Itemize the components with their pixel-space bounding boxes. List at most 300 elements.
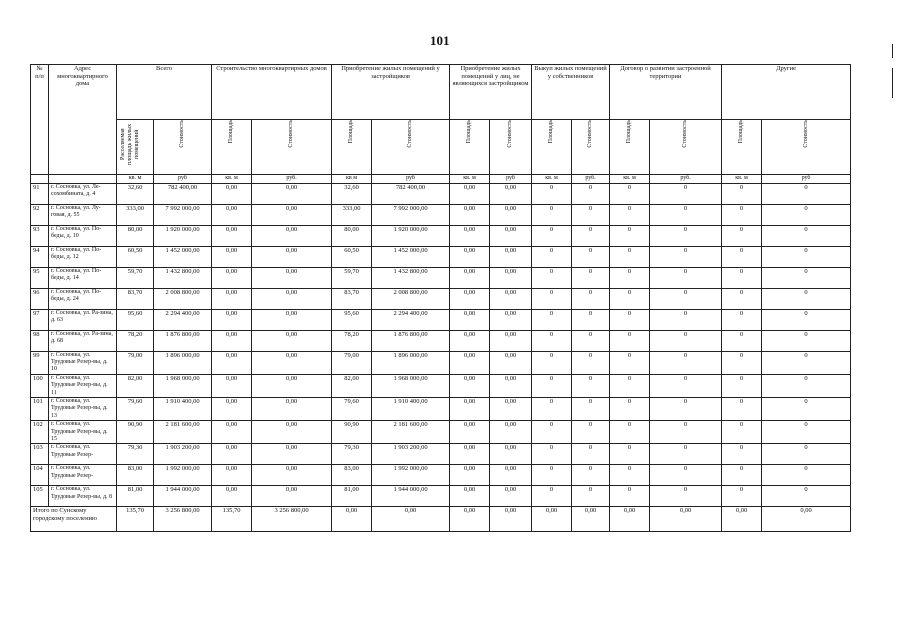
table-row [31,351,851,374]
row-value-cell: 0 [722,421,762,444]
row-number: 98 [31,330,49,351]
row-address: г. Сосновка, ул. Трудовые Резер- [49,444,117,465]
row-value-cell: 79,60 [117,398,154,421]
row-value-cell: 0 [650,398,722,421]
row-value-cell: 0,00 [450,204,490,225]
row-value-cell: 0 [762,351,851,374]
row-number: 97 [31,309,49,330]
row-value-cell: 0 [610,309,650,330]
row-value-cell: 782 400,00 [372,183,450,204]
row-value-cell: 0 [572,288,610,309]
row-value-cell: 0,00 [490,288,532,309]
row-value-cell: 1 944 000,00 [154,486,212,507]
row-value-cell: 59,70 [332,267,372,288]
row-value-cell: 1 920 000,00 [372,225,450,246]
row-value-cell: 0 [762,465,851,486]
header-group-buyout: Выкуп жилых помещений у собственников [532,65,610,120]
subheader-cost: Стоимость [650,120,722,175]
row-value-cell: 0 [722,351,762,374]
row-value-cell: 0,00 [490,444,532,465]
row-value-cell: 0,00 [450,465,490,486]
row-value-cell: 0,00 [252,309,332,330]
total-cell: 0,00 [372,507,450,532]
row-value-cell: 0 [762,374,851,397]
row-number: 92 [31,204,49,225]
row-address: г. Сосновка, ул. Трудовые Резер-вы, д. 15 [49,421,117,444]
row-value-cell: 95,60 [332,309,372,330]
row-value-cell: 0 [572,225,610,246]
row-value-cell: 0 [532,225,572,246]
total-cell: 3 256 800,00 [252,507,332,532]
row-value-cell: 82,00 [332,374,372,397]
total-cell: 0,00 [572,507,610,532]
row-value-cell: 79,30 [332,444,372,465]
unit-cell: руб. [252,175,332,184]
row-value-cell: 0 [762,309,851,330]
table-row [31,330,851,351]
total-cell: 135,70 [117,507,154,532]
row-number: 91 [31,183,49,204]
row-value-cell: 0 [650,183,722,204]
row-value-cell: 0 [722,246,762,267]
row-value-cell: 0 [532,374,572,397]
row-value-cell: 0,00 [252,421,332,444]
row-value-cell: 2 181 600,00 [154,421,212,444]
unit-cell: кв. м [610,175,650,184]
row-value-cell: 0 [762,288,851,309]
row-number: 99 [31,351,49,374]
table-row [31,204,851,225]
row-address: г. Сосновка, ул. Трудовые Резер-вы, д. 13 [49,398,117,421]
row-value-cell: 0 [610,398,650,421]
row-value-cell: 0 [650,465,722,486]
row-number: 103 [31,444,49,465]
row-value-cell: 0,00 [490,330,532,351]
row-value-cell: 0 [532,444,572,465]
row-value-cell: 0 [762,444,851,465]
header-group-total: Всего [117,65,212,120]
unit-cell: кв. м [722,175,762,184]
row-value-cell: 1 896 000,00 [154,351,212,374]
row-value-cell: 0,00 [252,444,332,465]
total-cell: 0,00 [332,507,372,532]
subheader-cost: Стоимость [372,120,450,175]
row-value-cell: 79,60 [332,398,372,421]
row-value-cell: 0 [532,398,572,421]
row-value-cell: 79,00 [332,351,372,374]
row-value-cell: 0 [650,351,722,374]
table-row [31,267,851,288]
subheader-area: Площадь [212,120,252,175]
row-value-cell: 0 [572,183,610,204]
row-value-cell: 0,00 [252,246,332,267]
row-value-cell: 0 [722,444,762,465]
row-value-cell: 0,00 [490,465,532,486]
subheader-cost: Стоимость [252,120,332,175]
total-cell: 0,00 [610,507,650,532]
row-value-cell: 0 [762,183,851,204]
row-value-cell: 0 [572,330,610,351]
row-value-cell: 2 008 800,00 [372,288,450,309]
subheader-area: Площадь [450,120,490,175]
row-value-cell: 782 400,00 [154,183,212,204]
row-value-cell: 2 008 800,00 [154,288,212,309]
row-value-cell: 0 [650,204,722,225]
row-value-cell: 0 [532,351,572,374]
row-value-cell: 0 [762,330,851,351]
row-value-cell: 0,00 [450,330,490,351]
row-value-cell: 0,00 [212,330,252,351]
row-value-cell: 81,00 [117,486,154,507]
row-value-cell: 0 [572,398,610,421]
unit-cell: кв. м [450,175,490,184]
unit-cell: руб. [572,175,610,184]
unit-cell: кв м [332,175,372,184]
row-value-cell: 0 [722,486,762,507]
unit-cell: кв. м [212,175,252,184]
row-value-cell: 0 [650,330,722,351]
row-value-cell: 0 [532,486,572,507]
row-address: г. Сосновка, ул. Лу-говая, д. 55 [49,204,117,225]
row-value-cell: 95,60 [117,309,154,330]
total-cell: 0,00 [450,507,490,532]
row-value-cell: 83,70 [117,288,154,309]
subheader-cost: Стоимость [490,120,532,175]
row-value-cell: 0 [610,183,650,204]
row-value-cell: 0 [610,330,650,351]
row-value-cell: 0 [532,465,572,486]
row-value-cell: 1 992 000,00 [154,465,212,486]
row-value-cell: 0,00 [212,267,252,288]
row-value-cell: 80,00 [332,225,372,246]
row-value-cell: 0,00 [450,267,490,288]
row-value-cell: 79,00 [117,351,154,374]
row-value-cell: 0 [610,267,650,288]
table-row [31,465,851,486]
row-value-cell: 0,00 [450,486,490,507]
row-value-cell: 0,00 [252,351,332,374]
row-value-cell: 0 [650,288,722,309]
row-number: 93 [31,225,49,246]
row-value-cell: 0,00 [252,486,332,507]
row-value-cell: 0 [762,398,851,421]
row-value-cell: 0 [532,309,572,330]
total-row [31,507,851,532]
row-value-cell: 0 [532,183,572,204]
row-value-cell: 0 [610,351,650,374]
row-value-cell: 1 903 200,00 [154,444,212,465]
scan-edge-mark [892,68,893,98]
row-address: г. Сосновка, ул. Трудовые Резер-вы, д. 10 [49,351,117,374]
unit-cell: руб. [650,175,722,184]
row-address: г. Сосновка, ул. По-беды, д. 12 [49,246,117,267]
row-value-cell: 0,00 [212,183,252,204]
row-value-cell: 7 992 000,00 [154,204,212,225]
row-value-cell: 1 452 000,00 [154,246,212,267]
total-cell: 0,00 [532,507,572,532]
row-value-cell: 0 [572,204,610,225]
row-value-cell: 0,00 [450,351,490,374]
row-value-cell: 0,00 [252,374,332,397]
table-body [31,183,851,507]
table-row [31,421,851,444]
row-value-cell: 0 [572,444,610,465]
row-number: 102 [31,421,49,444]
row-value-cell: 0,00 [450,225,490,246]
page-number: 101 [430,33,450,48]
row-value-cell: 83,00 [332,465,372,486]
row-value-cell: 0 [650,444,722,465]
row-value-cell: 1 920 000,00 [154,225,212,246]
row-value-cell: 0 [650,267,722,288]
row-value-cell: 0 [572,309,610,330]
row-value-cell: 0 [610,374,650,397]
header-group-purchase-developers: Приобретение жилых помещений у застройщиков [332,65,450,120]
table-row [31,246,851,267]
header-group-other: Другие [722,65,851,120]
row-value-cell: 81,00 [332,486,372,507]
row-value-cell: 0 [610,444,650,465]
row-value-cell: 0 [610,225,650,246]
row-value-cell: 0,00 [490,374,532,397]
row-value-cell: 0,00 [450,398,490,421]
row-value-cell: 0 [532,246,572,267]
row-value-cell: 0 [532,288,572,309]
row-value-cell: 2 294 400,00 [154,309,212,330]
row-value-cell: 0 [762,225,851,246]
unit-cell: руб [372,175,450,184]
row-address: г. Сосновка, ул. Ра-зина, д. 68 [49,330,117,351]
row-value-cell: 0,00 [450,309,490,330]
row-value-cell: 32,60 [117,183,154,204]
row-value-cell: 0 [572,465,610,486]
row-number: 96 [31,288,49,309]
row-value-cell: 0 [722,183,762,204]
row-value-cell: 0,00 [252,465,332,486]
total-cell: 3 256 800,00 [154,507,212,532]
row-value-cell: 2 294 400,00 [372,309,450,330]
row-value-cell: 0 [722,465,762,486]
row-value-cell: 0 [532,330,572,351]
row-value-cell: 0 [610,288,650,309]
row-value-cell: 0,00 [450,374,490,397]
row-number: 104 [31,465,49,486]
total-cell: 0,00 [722,507,762,532]
row-value-cell: 0 [572,246,610,267]
subheader-resettled-area: Расселяемая площадь жилых помещений [117,120,154,175]
row-value-cell: 1 992 000,00 [372,465,450,486]
row-value-cell: 0,00 [212,288,252,309]
row-value-cell: 83,70 [332,288,372,309]
row-value-cell: 0,00 [212,486,252,507]
subheader-cost: Стоимость [572,120,610,175]
row-value-cell: 78,20 [332,330,372,351]
table-row [31,374,851,397]
row-value-cell: 0,00 [252,267,332,288]
row-value-cell: 83,00 [117,465,154,486]
subheader-area: Площадь [532,120,572,175]
scan-edge-mark [892,44,893,58]
row-value-cell: 0 [572,267,610,288]
row-value-cell: 60,50 [117,246,154,267]
row-value-cell: 1 432 800,00 [154,267,212,288]
row-value-cell: 0,00 [490,309,532,330]
row-value-cell: 79,30 [117,444,154,465]
header-group-development-agreement: Договор о развитии застроенной территории [610,65,722,120]
unit-cell: руб [490,175,532,184]
row-value-cell: 0 [722,288,762,309]
row-address: г. Сосновка, ул. Трудовые Резер-вы, д. 8 [49,486,117,507]
table-row [31,183,851,204]
row-value-cell: 0 [722,309,762,330]
row-value-cell: 0,00 [490,204,532,225]
row-number: 94 [31,246,49,267]
row-address: г. Сосновка, ул. По-беды, д. 10 [49,225,117,246]
row-value-cell: 0 [722,398,762,421]
row-value-cell: 0,00 [252,398,332,421]
table-row [31,486,851,507]
table-row [31,225,851,246]
row-address: г. Сосновка, ул. Ра-зина, д. 63 [49,309,117,330]
row-value-cell: 1 910 400,00 [154,398,212,421]
total-cell: 135,70 [212,507,252,532]
row-value-cell: 0,00 [490,486,532,507]
table-row [31,309,851,330]
header-group-construction: Строительство многоквартирных домов [212,65,332,120]
row-value-cell: 1 968 000,00 [154,374,212,397]
row-value-cell: 78,20 [117,330,154,351]
row-value-cell: 0 [650,374,722,397]
row-value-cell: 0,00 [490,421,532,444]
row-value-cell: 0 [762,246,851,267]
total-cell: 0,00 [650,507,722,532]
row-value-cell: 1 896 000,00 [372,351,450,374]
row-value-cell: 0 [610,246,650,267]
row-value-cell: 0,00 [212,204,252,225]
row-value-cell: 0,00 [252,330,332,351]
subheader-area: Площадь [332,120,372,175]
row-value-cell: 0,00 [490,183,532,204]
resettlement-table [30,64,851,532]
table-row [31,444,851,465]
row-value-cell: 0 [572,421,610,444]
row-value-cell: 0,00 [212,309,252,330]
header-address: Адрес многоквартирного дома [49,65,117,175]
row-value-cell: 82,00 [117,374,154,397]
row-value-cell: 0,00 [490,398,532,421]
subheader-cost: Стоимость [762,120,851,175]
row-value-cell: 1 910 400,00 [372,398,450,421]
units-row [31,175,851,184]
row-value-cell: 0 [532,204,572,225]
row-value-cell: 0,00 [252,204,332,225]
subheader-cost: Стоимость [154,120,212,175]
total-cell: 0,00 [762,507,851,532]
row-value-cell: 0,00 [252,225,332,246]
row-value-cell: 0,00 [212,351,252,374]
table-row [31,288,851,309]
row-value-cell: 0 [610,465,650,486]
subheader-area: Площадь [610,120,650,175]
row-value-cell: 0 [722,204,762,225]
row-value-cell: 0,00 [490,351,532,374]
row-value-cell: 0 [762,421,851,444]
unit-cell: кв. м [117,175,154,184]
row-value-cell: 0 [650,486,722,507]
row-number: 105 [31,486,49,507]
row-address: г. Сосновка, ул. Трудовые Резер-вы, д. 11 [49,374,117,397]
row-value-cell: 7 992 000,00 [372,204,450,225]
row-value-cell: 1 452 000,00 [372,246,450,267]
row-value-cell: 0 [650,309,722,330]
row-value-cell: 60,50 [332,246,372,267]
row-value-cell: 0 [572,374,610,397]
row-value-cell: 0,00 [490,267,532,288]
row-address: г. Сосновка, ул. По-беды, д. 24 [49,288,117,309]
row-value-cell: 59,70 [117,267,154,288]
row-value-cell: 1 903 200,00 [372,444,450,465]
row-value-cell: 0,00 [212,444,252,465]
unit-cell: кв. м [532,175,572,184]
row-value-cell: 0 [762,204,851,225]
row-value-cell: 1 432 800,00 [372,267,450,288]
row-value-cell: 0,00 [490,246,532,267]
row-value-cell: 0 [610,486,650,507]
total-label: Итого по Сунскому городскому поселению [31,507,117,532]
row-value-cell: 0 [722,374,762,397]
unit-cell: руб [762,175,851,184]
row-value-cell: 1 944 000,00 [372,486,450,507]
row-number: 101 [31,398,49,421]
row-value-cell: 1 968 000,00 [372,374,450,397]
unit-cell: руб [154,175,212,184]
total-cell: 0,00 [490,507,532,532]
row-value-cell: 0 [610,204,650,225]
row-value-cell: 0 [610,421,650,444]
row-value-cell: 32,60 [332,183,372,204]
row-value-cell: 0 [532,267,572,288]
row-value-cell: 0,00 [212,421,252,444]
row-value-cell: 0,00 [450,183,490,204]
row-value-cell: 0,00 [450,288,490,309]
table-row [31,398,851,421]
row-value-cell: 0 [532,421,572,444]
row-value-cell: 0,00 [490,225,532,246]
row-value-cell: 80,00 [117,225,154,246]
row-value-cell: 0 [722,225,762,246]
row-address: г. Сосновка, ул. Трудовые Резер- [49,465,117,486]
row-value-cell: 0 [650,246,722,267]
row-value-cell: 0,00 [212,246,252,267]
row-address: г. Сосновка, ул. По-беды, д. 14 [49,267,117,288]
row-value-cell: 1 876 800,00 [154,330,212,351]
row-number: 100 [31,374,49,397]
row-value-cell: 0 [650,225,722,246]
row-value-cell: 0 [572,351,610,374]
row-value-cell: 0,00 [212,225,252,246]
row-value-cell: 0 [762,486,851,507]
row-value-cell: 2 181 600,00 [372,421,450,444]
header-group-purchase-non-developers: Приобретение жилых помещений у лиц, не являющихся застройщиком [450,65,532,120]
row-value-cell: 1 876 800,00 [372,330,450,351]
row-value-cell: 0,00 [450,246,490,267]
row-value-cell: 0,00 [212,465,252,486]
row-value-cell: 90,90 [117,421,154,444]
row-address: г. Сосновка, ул. Ле-сохомбината, д. 4 [49,183,117,204]
row-value-cell: 333,00 [332,204,372,225]
row-value-cell: 0,00 [450,421,490,444]
header-no: № п/п [31,65,49,175]
